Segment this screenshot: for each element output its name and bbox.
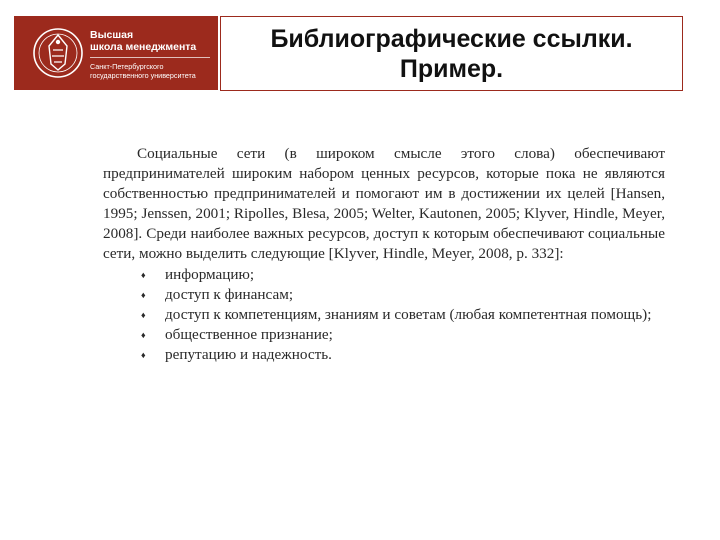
list-item-text: репутацию и надежность. [165,345,332,363]
list-item [141,265,665,285]
bullet-icon: ♦ [141,349,146,360]
list-item [141,285,665,305]
brand-subtitle-line2: государственного университета [90,71,196,80]
main-paragraph: Социальные сети (в широком смысле этого слова) обеспечивают предпринимателей широким набором ценных ресурсов, которые пока не являются собственностью предпринимателей и помогают им в достижении их целей [Hansen, 1995; Jenssen, 2001; Ripolles, Blesa, 2005; Welter, Kautonen, 2005; Klyver, Hindle, Meyer, 2008]. Среди наиболее важных ресурсов, доступ к которым обеспечивают социальные сети, можно выделить следующие [Klyver, Hindle, Meyer, 2008, p. 332]: [103,145,665,263]
school-logo-banner [14,16,218,90]
title-line2: Пример. [399,54,504,83]
brand-divider [90,57,210,58]
resource-list [103,265,665,365]
brand-name-line1: Высшая [90,29,134,41]
brand-subtitle-line1: Санкт-Петербургского [90,62,164,71]
list-item-text: общественное признание; [165,325,333,343]
list-item [141,325,665,345]
title-line1: Библиографические ссылки. [270,24,633,53]
list-item [141,345,665,365]
list-item-text: информацию; [165,265,255,283]
brand-name-line2: школа менеджмента [90,41,197,53]
list-item [141,305,665,325]
list-item-text: доступ к компетенциям, знаниям и советам (любая компетентная помощь); [165,305,652,323]
document-excerpt [103,144,665,365]
bullet-icon: ♦ [141,309,146,320]
university-emblem-icon [32,26,84,80]
bullet-icon: ♦ [141,289,146,300]
list-item-text: доступ к финансам; [165,285,294,303]
slide-title [220,16,683,91]
bullet-icon: ♦ [141,269,146,280]
bullet-icon: ♦ [141,329,146,340]
